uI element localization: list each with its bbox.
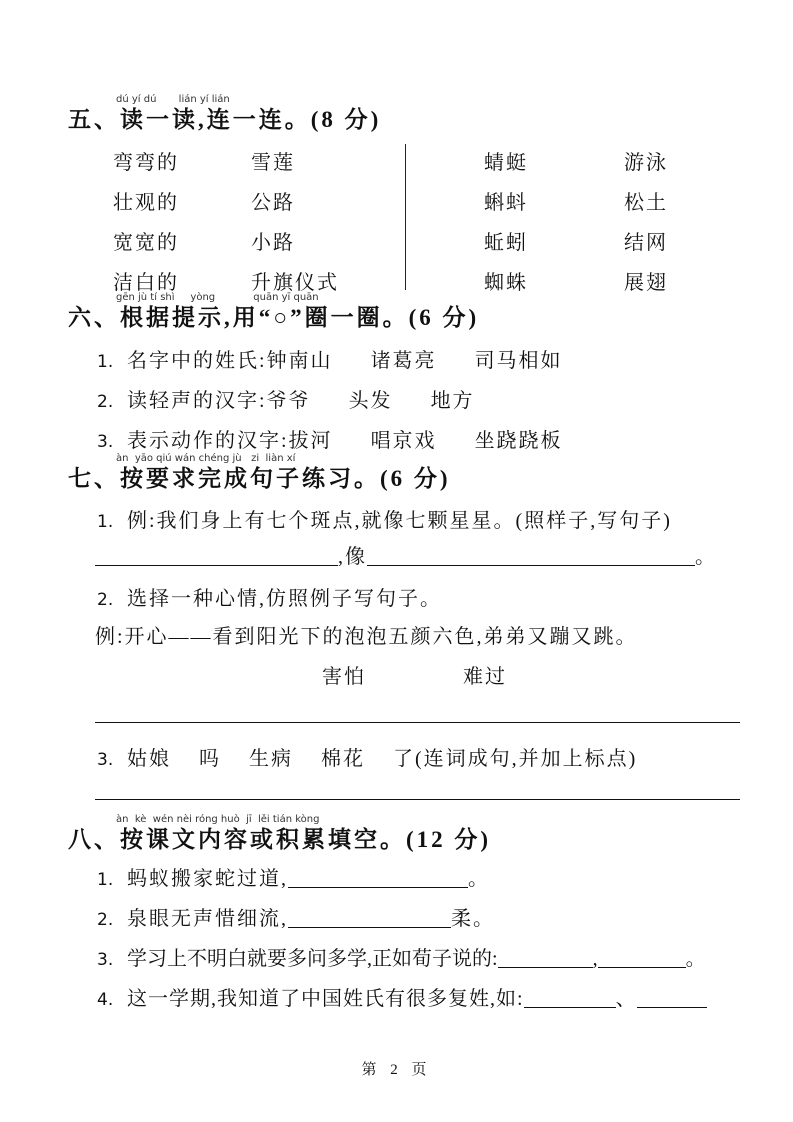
fill-in-line: [95, 544, 717, 570]
section5-pinyin: dú yí dú lián yí lián: [116, 94, 230, 105]
emotion-word: 害怕: [322, 666, 366, 688]
answer-blank: [95, 544, 338, 566]
item-text: 蚂蚁搬家蛇过道,: [127, 868, 288, 890]
item-text: 这一学期,我知道了中国姓氏有很多复姓,如:: [127, 988, 524, 1010]
scrambled-word: 了: [393, 748, 415, 770]
section5-header: [68, 94, 381, 134]
section8-header: [68, 814, 491, 854]
match-column-actions: [624, 150, 668, 310]
answer-line: [95, 799, 740, 800]
match-column-nouns: [251, 150, 339, 310]
match-item: 升旗仪式: [251, 272, 339, 294]
match-item: 宽宽的: [113, 232, 179, 254]
question-row: [97, 746, 637, 773]
section6-items: [97, 348, 563, 468]
section6-title: 六、根据提示,用“○”圈一圈。(6 分): [68, 305, 480, 330]
item-number: 1.: [97, 870, 114, 890]
item-text: 例:我们身上有七个斑点,就像七颗星星。(照样子,写句子): [127, 510, 672, 532]
section7-pinyin: àn yāo qiú wán chéng jù zi liàn xí: [116, 453, 296, 464]
match-column-animals: [484, 150, 528, 310]
match-item: 蝌蚪: [484, 192, 528, 214]
question-row: [97, 586, 442, 613]
answer-blank: [498, 946, 593, 968]
section6-pinyin: gēn jù tí shì yòng quān yī quān: [116, 292, 319, 303]
match-item: 弯弯的: [113, 152, 179, 174]
divider-line: [405, 144, 406, 290]
section7-header: [68, 453, 451, 493]
item-number: 1.: [97, 512, 114, 532]
item-number: 3.: [97, 750, 114, 770]
option-word: 爷爷: [266, 390, 311, 412]
option-word: 地方: [430, 390, 475, 412]
match-column-adjectives: [113, 150, 179, 310]
match-item: 游泳: [624, 152, 668, 174]
answer-blank: [288, 866, 468, 888]
match-item: 小路: [251, 232, 295, 254]
section6-header: [68, 292, 479, 332]
item-label: 读轻声的汉字:: [127, 390, 267, 412]
question-row: [97, 348, 563, 374]
fill-question-row: [97, 986, 707, 1013]
emotion-word: 难过: [463, 666, 507, 688]
item-label: 名字中的姓氏:: [127, 350, 267, 372]
option-word: 钟南山: [266, 350, 333, 372]
option-word: 唱京戏: [370, 430, 437, 452]
match-item: 雪莲: [251, 152, 295, 174]
match-item: 洁白的: [113, 272, 179, 294]
question-row: [97, 428, 563, 454]
item-number: 2.: [97, 910, 114, 930]
item-text: 学习上不明白就要多问多学,正如荀子说的:: [127, 948, 498, 970]
instruction-note: (连词成句,并加上标点): [415, 748, 638, 770]
fill-question-row: [97, 946, 706, 973]
match-item: 壮观的: [113, 192, 179, 214]
option-word: 诸葛亮: [370, 350, 437, 372]
option-word: 头发: [348, 390, 393, 412]
answer-blank: [637, 986, 707, 1008]
answer-blank: [367, 544, 695, 566]
match-item: 蜻蜓: [484, 152, 528, 174]
fill-question-row: [97, 906, 495, 933]
connector-text: ,像: [338, 546, 367, 568]
period-text: 。: [695, 546, 717, 568]
item-text: 选择一种心情,仿照例子写句子。: [127, 588, 442, 610]
scrambled-word: 生病: [249, 748, 293, 770]
answer-line: [95, 722, 740, 723]
item-number: 3.: [97, 950, 114, 970]
answer-blank: [524, 986, 616, 1008]
section8-pinyin: àn kè wén nèi róng huò jī lěi tián kòng: [116, 814, 320, 825]
match-item: 蚯蚓: [484, 232, 528, 254]
option-word: 司马相如: [474, 350, 563, 372]
question-row: [97, 388, 563, 414]
item-number: 2.: [97, 590, 114, 610]
scrambled-word: 吗: [199, 748, 221, 770]
item-label: 表示动作的汉字:: [127, 430, 289, 452]
item-number: 4.: [97, 990, 114, 1010]
match-item: 展翅: [624, 272, 668, 294]
section7-title: 七、按要求完成句子练习。(6 分): [68, 466, 451, 491]
fill-question-row: [97, 866, 490, 893]
item-number: 1.: [97, 352, 114, 372]
match-item: 蜘蛛: [484, 272, 528, 294]
item-number: 2.: [97, 392, 114, 412]
item-text: 。: [468, 868, 490, 890]
scrambled-word: 姑娘: [127, 748, 171, 770]
scrambled-word: 棉花: [321, 748, 365, 770]
emotion-choices: [322, 664, 507, 690]
match-item: 松土: [624, 192, 668, 214]
answer-blank: [598, 946, 686, 968]
item-text: 泉眼无声惜细流,: [127, 908, 288, 930]
example-sentence: 例:开心——看到阳光下的泡泡五颜六色,弟弟又蹦又跳。: [95, 626, 638, 648]
match-item: 公路: [251, 192, 295, 214]
option-word: 拔河: [288, 430, 333, 452]
item-number: 3.: [97, 432, 114, 452]
connector-text: 、: [615, 988, 637, 1010]
question-row: [97, 508, 672, 535]
item-text: 柔。: [451, 908, 495, 930]
answer-blank: [288, 906, 451, 928]
section5-title: 五、读一读,连一连。(8 分): [68, 107, 382, 132]
page-number: 第 2 页: [361, 1062, 432, 1078]
option-word: 坐跷跷板: [474, 430, 563, 452]
section8-title: 八、按课文内容或积累填空。(12 分): [68, 827, 492, 852]
match-item: 结网: [624, 232, 668, 254]
matching-exercise: [0, 150, 793, 300]
connector-text: ,: [592, 948, 598, 970]
item-text: 。: [685, 948, 706, 970]
